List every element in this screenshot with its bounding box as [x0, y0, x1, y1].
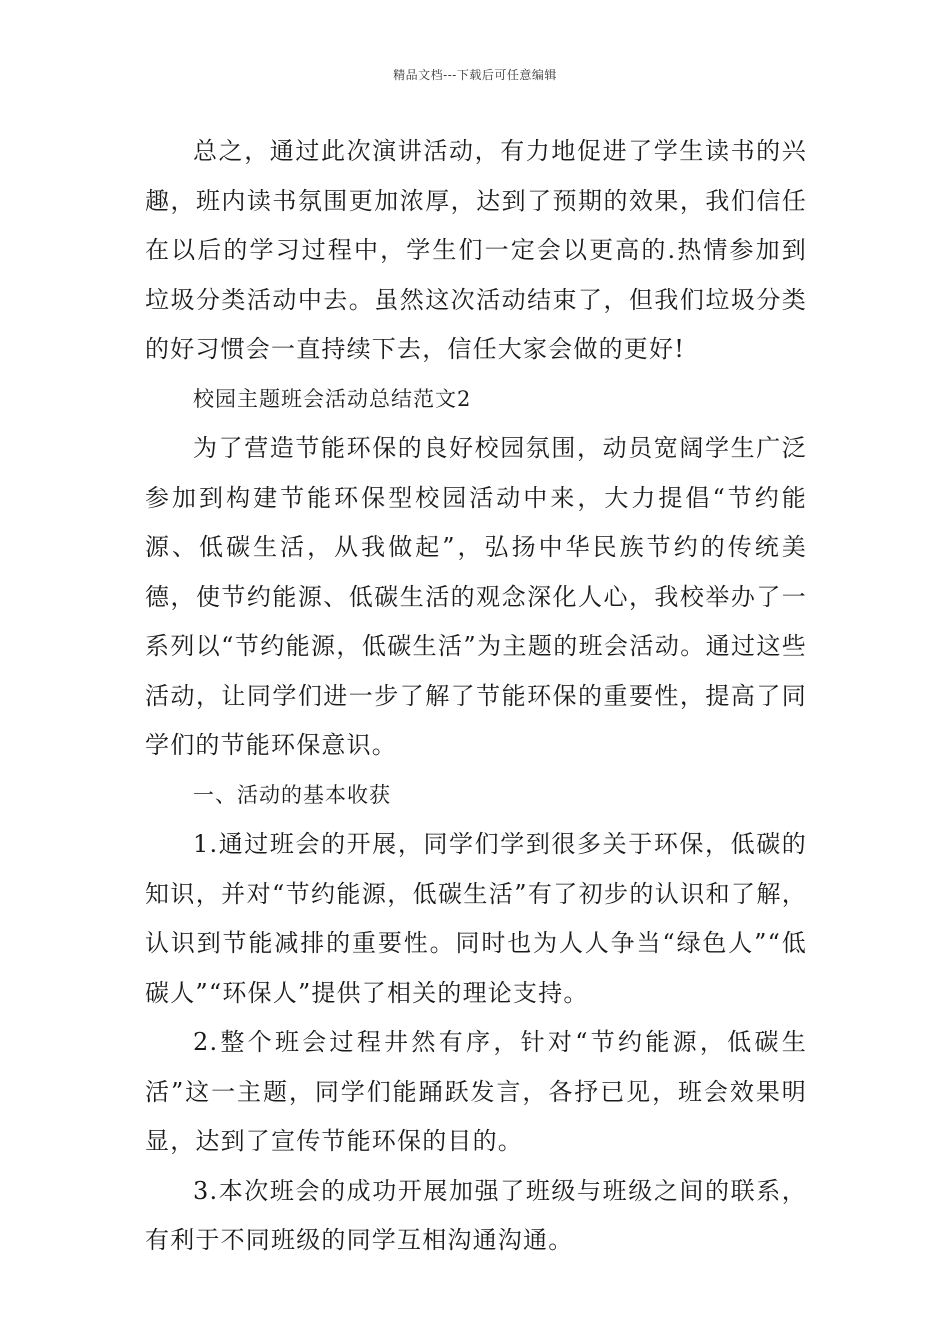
paragraph-intro: 为了营造节能环保的良好校园氛围，动员宽阔学生广泛参加到构建节能环保型校园活动中来，大力提倡“节约能源、低碳生活，从我做起”，弘扬中华民族节约的传统美德，使节约能源、低碳生活的观念深化人心，我校举办了一系列以“节约能源，低碳生活”为主题的班会活动。通过这些活动，让同学们进一步了解了节能环保的重要性，提高了同学们的节能环保意识。: [145, 434, 807, 759]
list-item-2: 2.整个班会过程井然有序，针对“节约能源，低碳生活”这一主题，同学们能踊跃发言，各抒已见，班会效果明显，达到了宣传节能环保的目的。: [145, 1028, 807, 1155]
paragraph-conclusion: 总之，通过此次演讲活动，有力地促进了学生读书的兴趣，班内读书氛围更加浓厚，达到了预期的效果，我们信任在以后的学习过程中，学生们一定会以更高的.热情参加到垃圾分类活动中去。虽然这次活动结束了，但我们垃圾分类的好习惯会一直持续下去，信任大家会做的更好!: [145, 137, 807, 363]
list-item-3: 3.本次班会的成功开展加强了班级与班级之间的联系，有利于不同班级的同学互相沟通沟通。: [145, 1176, 807, 1254]
section-title: 校园主题班会活动总结范文2: [193, 386, 472, 411]
page-header: 精品文档---下载后可任意编辑: [393, 68, 557, 82]
section-heading-gains: 一、活动的基本收获: [193, 782, 391, 807]
list-item-1: 1.通过班会的开展，同学们学到很多关于环保，低碳的知识，并对“节约能源，低碳生活”有了初步的认识和了解，认识到节能减排的重要性。同时也为人人争当“绿色人”“低碳人”“环保人”提供了相关的理论支持。: [145, 830, 807, 1007]
document-body: [145, 127, 807, 1266]
